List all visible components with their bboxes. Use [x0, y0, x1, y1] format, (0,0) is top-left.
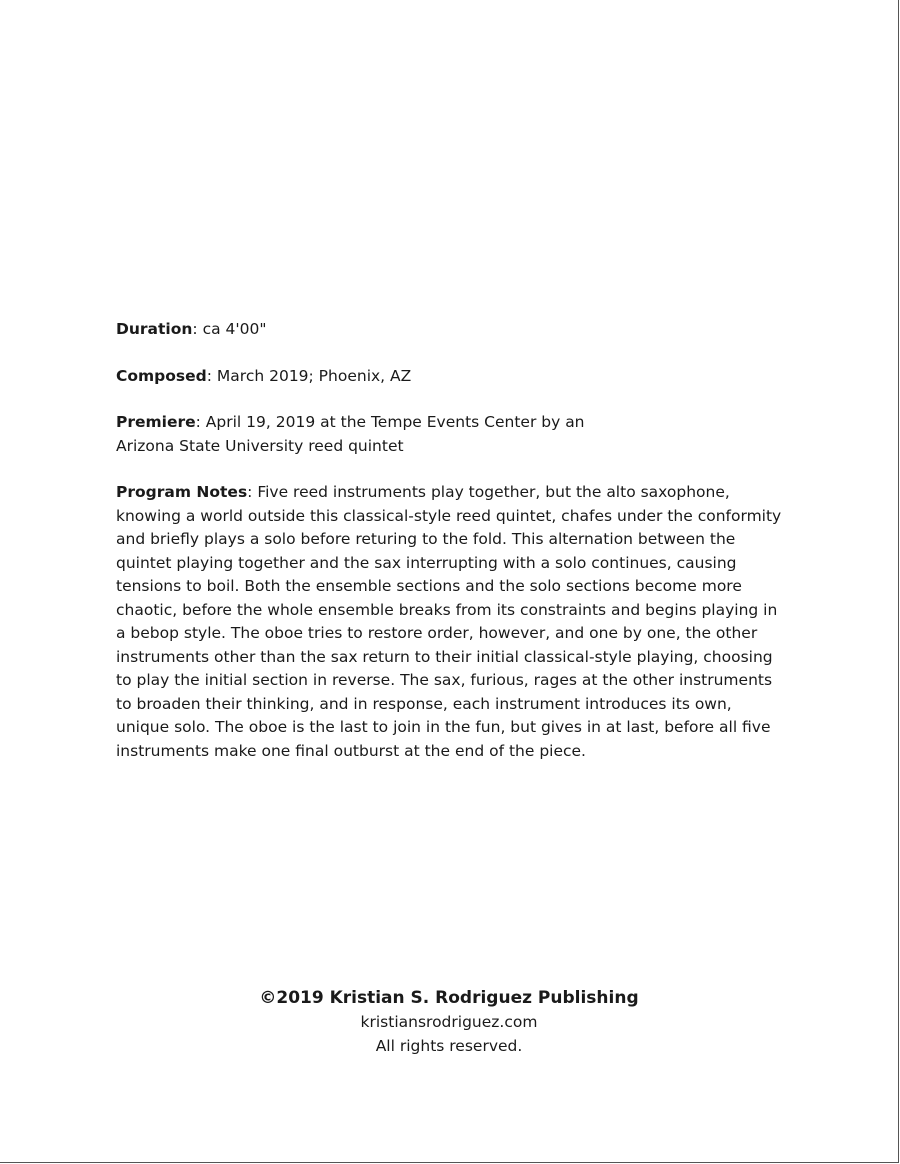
piece-info — [116, 318, 788, 786]
program-notes-text: : Five reed instruments play together, but the alto saxophone, knowing a world outside this classical-style reed quintet, chafes under the conformity and briefly plays a solo before returing to the fold. This alternation between the quintet playing together and the sax interrupting with a solo continues, causing tensions to boil. Both the ensemble sections and the solo sections become more chaotic, before the whole ensemble breaks from its constraints and begins playing in a bebop style. The oboe tries to restore order, however, and one by one, the other instruments other than the sax return to their initial classical-style playing, choosing to play the initial section in reverse. The sax, furious, rages at the other instruments to broaden their thinking, and in response, each instrument introduces its own, unique solo. The oboe is the last to join in the fun, but gives in at last, before all five instruments make one final outburst at the end of the piece. — [116, 483, 782, 760]
rights-line: All rights reserved. — [375, 1037, 523, 1055]
composed-label: Composed — [116, 366, 207, 385]
program-notes — [116, 481, 788, 763]
composed-line — [116, 365, 788, 389]
website-line: kristiansrodriguez.com — [360, 1013, 538, 1031]
copyright-line: ©2019 Kristian S. Rodriguez Publishing — [259, 988, 639, 1008]
duration-label: Duration — [116, 320, 193, 338]
premiere-label: Premiere — [116, 413, 196, 431]
premiere-line — [116, 411, 788, 458]
composed-value: : March 2019; Phoenix, AZ — [206, 366, 412, 385]
program-notes-label: Program Notes — [116, 483, 248, 501]
premiere-value-line1: : April 19, 2019 at the Tempe Events Center by an — [195, 413, 585, 431]
publisher-footer — [0, 986, 898, 1058]
duration-line — [116, 318, 788, 342]
duration-value: : ca 4'00" — [192, 320, 267, 338]
premiere-value-line2: Arizona State University reed quintet — [116, 436, 404, 455]
